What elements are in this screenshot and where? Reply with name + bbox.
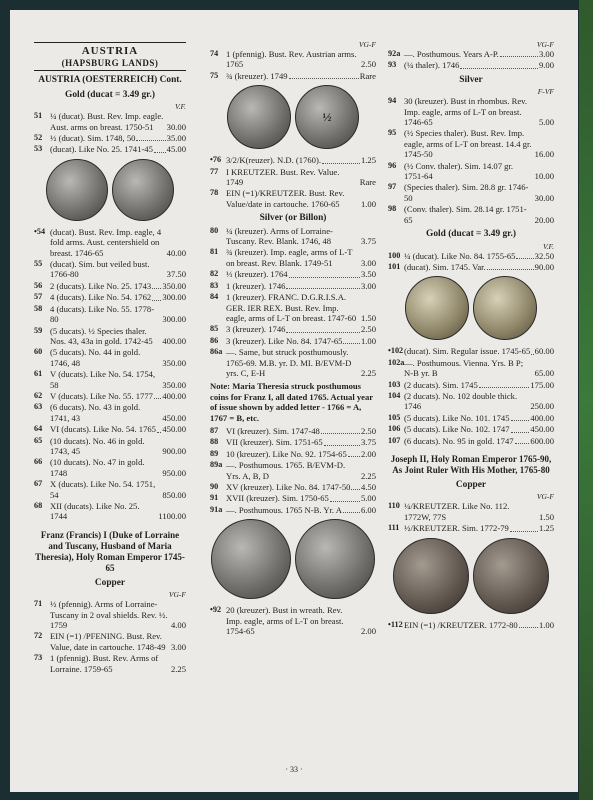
entry-price: 3.00	[360, 280, 376, 291]
entry-description: —. Posthumous. 1765 N-B. Yr. A	[226, 504, 342, 515]
entry-description: ½ (pfennig). Arms of Lorraine-Tuscany in 2 oval shields. Rev. ½. 1759	[50, 599, 168, 631]
entry-number: 85	[210, 324, 219, 334]
catalog-entry	[210, 449, 376, 459]
entry-price: 300.00	[162, 292, 186, 303]
catalog-entry	[210, 292, 376, 323]
entry-list	[210, 155, 376, 209]
entry-price: 2.25	[170, 663, 186, 674]
entry-description: (ducat). Sim. 1745. Var.	[404, 261, 486, 272]
coin-obverse-image	[227, 85, 291, 149]
entry-description: EIN (=1) /KREUTZER. 1772-80	[404, 619, 518, 630]
catalog-entry	[388, 346, 554, 356]
catalog-entry	[388, 424, 554, 434]
entry-list	[388, 501, 554, 533]
catalog-entry	[34, 347, 186, 368]
entry-price: 2.50	[360, 425, 376, 436]
catalog-entry	[388, 251, 554, 261]
entry-price: 3.75	[360, 437, 376, 448]
catalog-entry	[34, 391, 186, 401]
entry-price: 4.00	[170, 620, 186, 631]
entry-number: 106	[388, 424, 401, 434]
entry-number: 94	[388, 96, 397, 106]
entry-price: 60.00	[534, 346, 554, 357]
entry-description: (ducat). Sim. but veiled bust. 1766-80	[50, 259, 150, 280]
book-spine-edge	[579, 0, 593, 800]
entry-list	[388, 346, 554, 446]
entry-number: 73	[34, 653, 43, 663]
entry-description: EIN (=1) /PFENING. Bust. Rev. Value, date in cartouche. 1748-49	[50, 631, 166, 652]
entry-price: 40.00	[166, 247, 186, 258]
entry-description: 1 (kreuzer). 1746	[226, 280, 286, 291]
entry-price: 35.00	[166, 133, 186, 144]
entry-list	[388, 251, 554, 273]
entry-number: 103	[388, 379, 401, 389]
entry-price: 2.00	[360, 448, 376, 459]
column-left	[34, 40, 186, 675]
entry-description: 20 (kreuzer). Bust in wreath. Rev. Imp. eagle, arms of L-T on breast. 1754-65	[226, 605, 344, 637]
entry-description: XV (kreuzer). Like No. 84. 1747-50	[226, 482, 351, 492]
entry-price: 16.00	[534, 149, 554, 160]
entry-number: 105	[388, 412, 401, 422]
entry-description: XVII (kreuzer). Sim. 1750-65	[226, 493, 329, 504]
entry-number: •76	[210, 155, 222, 165]
entry-description: V (ducats). Like No. 55. 1777	[50, 390, 153, 401]
ruler-heading: Joseph II, Holy Roman Emperor 1765-90, As Joint Ruler With His Mother, 1765-80	[390, 453, 552, 475]
catalog-entry	[388, 358, 554, 379]
catalog-entry	[388, 204, 554, 225]
catalog-entry	[210, 281, 376, 291]
catalog-entry	[34, 259, 186, 280]
catalog-entry	[210, 167, 376, 188]
entry-list	[388, 96, 554, 225]
coin-pair	[388, 538, 554, 614]
entry-description: —. Same, but struck posthumously. 1765-69. M.B. yr. D. MI. B/EVM-D yrs. C, E-H	[226, 347, 352, 378]
catalog-entry	[34, 436, 186, 457]
entry-number: 104	[388, 390, 401, 400]
entry-description: ½/KREUTZER. Sim. 1772-79	[404, 523, 509, 534]
entry-number: 98	[388, 204, 397, 214]
entry-number: 58	[34, 303, 43, 313]
entry-price: 30.00	[534, 192, 554, 203]
catalog-entry	[210, 482, 376, 492]
copper-heading: Copper	[455, 479, 487, 490]
entry-number: 65	[34, 435, 43, 445]
entry-number: 89a	[210, 460, 223, 470]
entry-number: 84	[210, 292, 219, 302]
entry-description: (5 ducats). ½ Species thaler. Nos. 43, 43a in gold. 1742-45	[50, 325, 153, 346]
grade-label: F-VF	[537, 87, 554, 97]
catalog-entry	[34, 369, 186, 390]
entry-price: 450.00	[162, 424, 186, 435]
entry-number: 62	[34, 390, 43, 400]
entry-number: 110	[388, 501, 400, 511]
catalog-entry	[388, 501, 554, 522]
catalog-entry	[210, 269, 376, 279]
entry-description: 30 (kreuzer). Bust in rhombus. Rev. Imp. eagle, arms of L-T on breast. 1746-65	[404, 96, 528, 128]
entry-list	[34, 227, 186, 522]
entry-price: 5.00	[538, 117, 554, 128]
catalog-entry	[210, 324, 376, 334]
entry-price: 600.00	[530, 435, 554, 446]
catalog-entry	[210, 155, 376, 165]
gold-heading: Gold (ducat = 3.49 gr.)	[426, 229, 516, 240]
entry-number: 63	[34, 402, 43, 412]
entry-description: ¾ (kreuzer). 1749	[226, 70, 288, 81]
entry-description: ⅓ (kreuzer). 1764	[226, 269, 288, 280]
catalog-entry	[388, 523, 554, 533]
coin-obverse-image	[46, 159, 108, 221]
entry-price: 350.00	[162, 379, 186, 390]
entry-description: 1 (kreuzer). FRANC. D.G.R.I.S.A. GER. IER REX. Bust. Rev. Imp. eagle, arms of L-T on breast. 1747-60	[226, 292, 357, 323]
entry-number: 83	[210, 280, 219, 290]
entry-description: VII (kreuzer). Sim. 1751-65	[226, 437, 323, 448]
coin-reverse-image: ½	[295, 85, 359, 149]
entry-list	[34, 111, 186, 155]
catalog-entry	[34, 133, 186, 143]
entry-number: 80	[210, 225, 219, 235]
entry-description: ¼ (ducat). Bust. Rev. Imp. eagle. Aust. arms on breast. 1750-51	[50, 111, 164, 132]
entry-description: (½ Conv. thaler). Sim. 14.07 gr. 1751-64	[404, 160, 514, 182]
entry-price: 65.00	[534, 368, 554, 379]
entry-number: •54	[34, 226, 46, 236]
entry-price: 90.00	[534, 261, 554, 272]
catalog-entry	[210, 605, 376, 636]
entry-list	[34, 599, 186, 674]
catalog-entry	[388, 436, 554, 446]
catalog-entry	[210, 226, 376, 247]
entry-description: V (ducats). Like No. 54. 1754, 58	[50, 369, 156, 390]
entry-number: 68	[34, 501, 43, 510]
catalog-entry	[388, 413, 554, 423]
entry-number: 61	[34, 369, 43, 379]
entry-number: •92	[210, 605, 222, 615]
coin-reverse-image	[473, 276, 537, 340]
entry-price: 4.50	[360, 482, 376, 492]
catalog-entry	[210, 247, 376, 268]
entry-number: 78	[210, 188, 219, 198]
entry-description: ¾ (kreuzer). Imp. eagle, arms of L-T on breast. Rev. Blank. 1749-51	[226, 247, 353, 268]
catalog-entry	[34, 631, 186, 652]
entry-number: 74	[210, 49, 219, 58]
catalog-entry	[388, 96, 554, 127]
entry-list	[210, 605, 376, 636]
catalog-entry	[34, 402, 186, 423]
entry-price: 20.00	[534, 214, 554, 225]
entry-description: (6 ducats). No. 95 in gold. 1747	[404, 435, 514, 446]
entry-description: 4 (ducats). Like No. 55. 1778-80	[50, 303, 155, 325]
entry-price: 400.00	[162, 335, 186, 346]
catalog-entry	[34, 111, 186, 132]
entry-description: ¼ (ducat). Like No. 84. 1755-65	[404, 250, 516, 261]
coin-pair	[210, 85, 376, 149]
grade-label: VG-F	[536, 492, 554, 502]
entry-price: 1.00	[538, 619, 554, 630]
catalog-entry	[34, 457, 186, 478]
entry-number: 102a	[388, 357, 405, 367]
coin-obverse-image	[393, 538, 469, 614]
entry-description: (2 ducats). Sim. 1745	[404, 379, 478, 390]
note-text: Note: Maria Theresia struck posthumous coins for Franz I, all dated 1765. Actual year of issue shown by added letter - 1766 = A, 1767 = B, etc.	[210, 381, 373, 423]
entry-number: 60	[34, 347, 43, 357]
coin-reverse-image	[112, 159, 174, 221]
entry-price: 6.00	[360, 504, 376, 515]
entry-description: VI (ducats). Like No. 54. 1765	[50, 424, 156, 435]
ruler-heading: Franz (Francis) I (Duke of Lorraine and Tuscany, Husband of Maria Theresia), Holy Roman Emperor 1745-65	[35, 529, 185, 573]
catalog-entry	[210, 71, 376, 81]
catalog-entry	[210, 437, 376, 447]
grade-label: V.F.	[175, 102, 186, 112]
entry-number: 66	[34, 457, 43, 467]
entry-description: (ducat). Like No. 25. 1741-45	[50, 144, 153, 155]
entry-number: 87	[210, 425, 219, 435]
entry-number: 89	[210, 448, 219, 458]
grade-label: V.F.	[543, 241, 554, 251]
region-subheading: (HAPSBURG LANDS)	[61, 58, 159, 68]
entry-number: 82	[210, 269, 219, 279]
entry-number: 86a	[210, 347, 223, 357]
entry-description: (5 ducats). No. 44 in gold. 1746, 48	[50, 347, 141, 368]
entry-description: (5 ducats). Like No. 102. 1747	[404, 424, 510, 435]
entry-price: 300.00	[162, 314, 186, 325]
entry-list	[210, 426, 376, 515]
entry-description: (6 ducats). No. 43 in gold. 1741, 43	[50, 402, 141, 423]
entry-description: (2 ducats). No. 102 double thick. 1746	[404, 390, 518, 412]
entry-number: 72	[34, 631, 43, 641]
entry-number: 52	[34, 133, 43, 143]
entry-price: 3.00	[360, 257, 376, 268]
column-right	[388, 40, 554, 631]
entry-price: 400.00	[530, 412, 554, 423]
catalog-entry	[34, 599, 186, 630]
catalog-entry	[388, 380, 554, 390]
entry-description: —. Posthumous. Years A-P.	[404, 49, 499, 59]
entry-description: 3 (kreuzer). Like No. 84. 1747-65	[226, 335, 343, 346]
entry-price: 850.00	[162, 489, 186, 500]
entry-number: 75	[210, 70, 219, 80]
catalog-entry	[388, 49, 554, 59]
entry-description: (ducat). Bust. Rev. Imp. eagle, 4 fold arms. Aust. centershield on breast. 1746-65	[50, 226, 162, 258]
catalog-entry	[388, 128, 554, 159]
entry-price: 45.00	[166, 144, 186, 155]
entry-price: 1100.00	[158, 511, 186, 522]
entry-price: 3.00	[538, 49, 554, 59]
entry-description: ½ (ducat). Sim. 1748, 50	[50, 133, 136, 144]
entry-number: •112	[388, 619, 403, 629]
entry-number: 56	[34, 280, 43, 290]
entry-number: 67	[34, 479, 43, 489]
catalog-page	[10, 10, 578, 792]
entry-price: 350.00	[162, 357, 186, 368]
entry-number: 71	[34, 599, 43, 609]
entry-number: 59	[34, 325, 43, 335]
entry-description: 3 (kreuzer). 1746	[226, 324, 286, 335]
entry-description: 2 (ducats). Like No. 25. 1743	[50, 280, 152, 291]
catalog-entry	[388, 620, 554, 630]
entry-price: 2.25	[360, 367, 376, 378]
entry-price: 1.00	[360, 335, 376, 346]
entry-description: 1 (pfennig). Bust. Rev. Arms of Lorraine. 1759-65	[50, 653, 159, 674]
catalog-entry	[34, 424, 186, 434]
entry-number: 53	[34, 144, 43, 154]
entry-price: 250.00	[530, 401, 554, 412]
coin-obverse-image	[211, 519, 291, 599]
entry-description: VI (kreuzer). Sim. 1747-48	[226, 425, 320, 436]
silver-heading: Silver	[459, 74, 483, 85]
entry-number: 93	[388, 60, 397, 70]
entry-number: •102	[388, 346, 404, 356]
grade-label: VG-F	[358, 40, 376, 49]
entry-price: 2.50	[360, 324, 376, 335]
catalog-entry	[34, 326, 186, 347]
catalog-entry	[210, 347, 376, 378]
entry-description: (Species thaler). Sim. 28.8 gr. 1746-50	[404, 182, 529, 203]
catalog-entry	[210, 460, 376, 481]
entry-description: (5 ducats). Like No. 101. 1745	[404, 412, 510, 423]
catalog-entry	[210, 505, 376, 515]
entry-number: 97	[388, 182, 397, 192]
entry-description: (10 ducats). No. 46 in gold. 1743, 45	[50, 435, 145, 456]
entry-number: 101	[388, 261, 401, 271]
entry-number: 107	[388, 435, 401, 445]
entry-number: 96	[388, 160, 397, 170]
entry-number: 64	[34, 424, 43, 434]
entry-price: 450.00	[530, 424, 554, 435]
catalog-entry	[210, 493, 376, 503]
entry-number: 95	[388, 128, 397, 138]
entry-description: 1 (pfennig). Bust. Rev. Austrian arms. 1765	[226, 49, 357, 70]
entry-price: 1.50	[360, 312, 376, 323]
entry-price: 175.00	[530, 379, 554, 390]
grade-label: VG-F	[168, 590, 186, 600]
catalog-entry	[388, 262, 554, 272]
gold-heading: Gold (ducat = 3.49 gr.)	[65, 89, 155, 100]
entry-price: Rare	[359, 70, 376, 81]
catalog-entry	[34, 292, 186, 302]
entry-price: 1.25	[538, 523, 554, 534]
coin-reverse-image	[295, 519, 375, 599]
coin-pair	[388, 276, 554, 340]
catalog-entry	[34, 144, 186, 154]
entry-price: 1.00	[360, 198, 376, 209]
entry-price: 1.25	[360, 155, 376, 166]
entry-list	[388, 620, 554, 630]
entry-price: 900.00	[162, 445, 186, 456]
catalog-entry	[388, 391, 554, 412]
entry-description: X (ducats). Like No. 54. 1751, 54	[50, 479, 156, 500]
entry-number: 86	[210, 335, 219, 345]
entry-price: 3.50	[360, 269, 376, 280]
grade-label: VG-F	[536, 40, 554, 49]
entry-price: 9.00	[538, 60, 554, 71]
entry-list	[210, 226, 376, 379]
catalog-entry	[34, 479, 186, 500]
entry-price: 350.00	[162, 280, 186, 291]
entry-description: —. Posthumous. Vienna. Yrs. B P; N-B yr. B	[404, 357, 524, 379]
entry-description: EIN (=1)/KREUTZER. Bust. Rev. Value/date in cartouche. 1760-65	[226, 188, 345, 209]
entry-price: 1.50	[538, 511, 554, 522]
catalog-entry	[210, 49, 376, 70]
catalog-entry	[388, 182, 554, 203]
entry-number: 90	[210, 482, 219, 491]
entry-description: (10 ducats). No. 47 in gold. 1748	[50, 457, 145, 478]
entry-description: ¼/KREUTZER. Like No. 112. 1772W, 77S	[404, 501, 510, 522]
entry-price: 32.50	[534, 250, 554, 261]
copper-heading: Copper	[94, 577, 126, 588]
entry-description: (½ Species thaler). Bust. Rev. Imp. eagle, arms of L-T on breast. 14.4 gr. 1745-50	[404, 128, 532, 160]
entry-price: 2.00	[360, 626, 376, 637]
entry-number: 91	[210, 493, 219, 503]
catalog-entry	[388, 60, 554, 70]
entry-description: ¼ (kreuzer). Arms of Lorraine-Tuscany. Rev. Blank. 1746, 48	[226, 225, 333, 247]
entry-number: 57	[34, 292, 43, 302]
entry-number: 88	[210, 437, 219, 447]
entry-price: 2.50	[360, 59, 376, 70]
entry-description: 4 (ducats). Like No. 54. 1762	[50, 292, 152, 303]
catalog-entry	[34, 281, 186, 291]
entry-number: 81	[210, 247, 219, 257]
entry-price: 3.75	[360, 236, 376, 247]
entry-number: 111	[388, 523, 400, 533]
entry-description: 3/2/K(reuzer). N.D. (1760).	[226, 155, 321, 166]
catalog-entry	[210, 426, 376, 436]
catalog-entry	[210, 188, 376, 209]
coin-obverse-image	[405, 276, 469, 340]
entry-price: 400.00	[162, 390, 186, 401]
entry-list	[388, 49, 554, 71]
silver-billon-heading: Silver (or Billon)	[259, 213, 327, 224]
entry-price: 2.25	[360, 470, 376, 481]
coin-pair	[210, 519, 376, 599]
catalog-entry	[34, 227, 186, 258]
entry-price: 3.00	[170, 641, 186, 652]
page-number: · 33 ·	[285, 765, 303, 774]
entry-price: 950.00	[162, 467, 186, 478]
entry-number: 100	[388, 250, 401, 260]
section-continued: AUSTRIA (OESTERREICH) Cont.	[38, 75, 182, 86]
entry-price: 10.00	[534, 171, 554, 182]
coin-pair	[34, 159, 186, 221]
entry-description: I KREUTZER. Bust. Rev. Value. 1749	[226, 166, 340, 188]
entry-description: (Conv. thaler). Sim. 28.14 gr. 1751-65	[404, 204, 527, 225]
catalog-entry	[210, 336, 376, 346]
country-heading: AUSTRIA	[81, 45, 139, 57]
entry-price: 450.00	[162, 412, 186, 423]
entry-number: 77	[210, 166, 219, 176]
entry-price: 30.00	[166, 121, 186, 132]
entry-number: 91a	[210, 504, 223, 514]
entry-number: 55	[34, 259, 43, 269]
catalog-entry	[388, 161, 554, 182]
entry-price: Rare	[359, 177, 376, 188]
coin-reverse-image	[473, 538, 549, 614]
catalog-entry	[34, 501, 186, 522]
entry-price: 37.50	[166, 269, 186, 280]
entry-price: 5.00	[360, 493, 376, 504]
catalog-entry	[34, 304, 186, 325]
entry-description: —. Posthumous. 1765. B/EVM-D. Yrs. A, B, D	[226, 460, 346, 481]
column-middle	[210, 40, 376, 637]
entry-number: 92a	[388, 49, 401, 58]
catalog-entry	[34, 653, 186, 674]
entry-description: (¼ thaler). 1746	[404, 60, 460, 71]
entry-description: 10 (kreuzer). Like No. 92. 1754-65	[226, 448, 347, 459]
entry-list	[210, 49, 376, 81]
entry-number: 51	[34, 111, 43, 121]
entry-description: (ducat). Sim. Regular issue. 1745-65	[404, 346, 531, 357]
entry-description: XII (ducats). Like No. 25. 1744	[50, 501, 140, 522]
